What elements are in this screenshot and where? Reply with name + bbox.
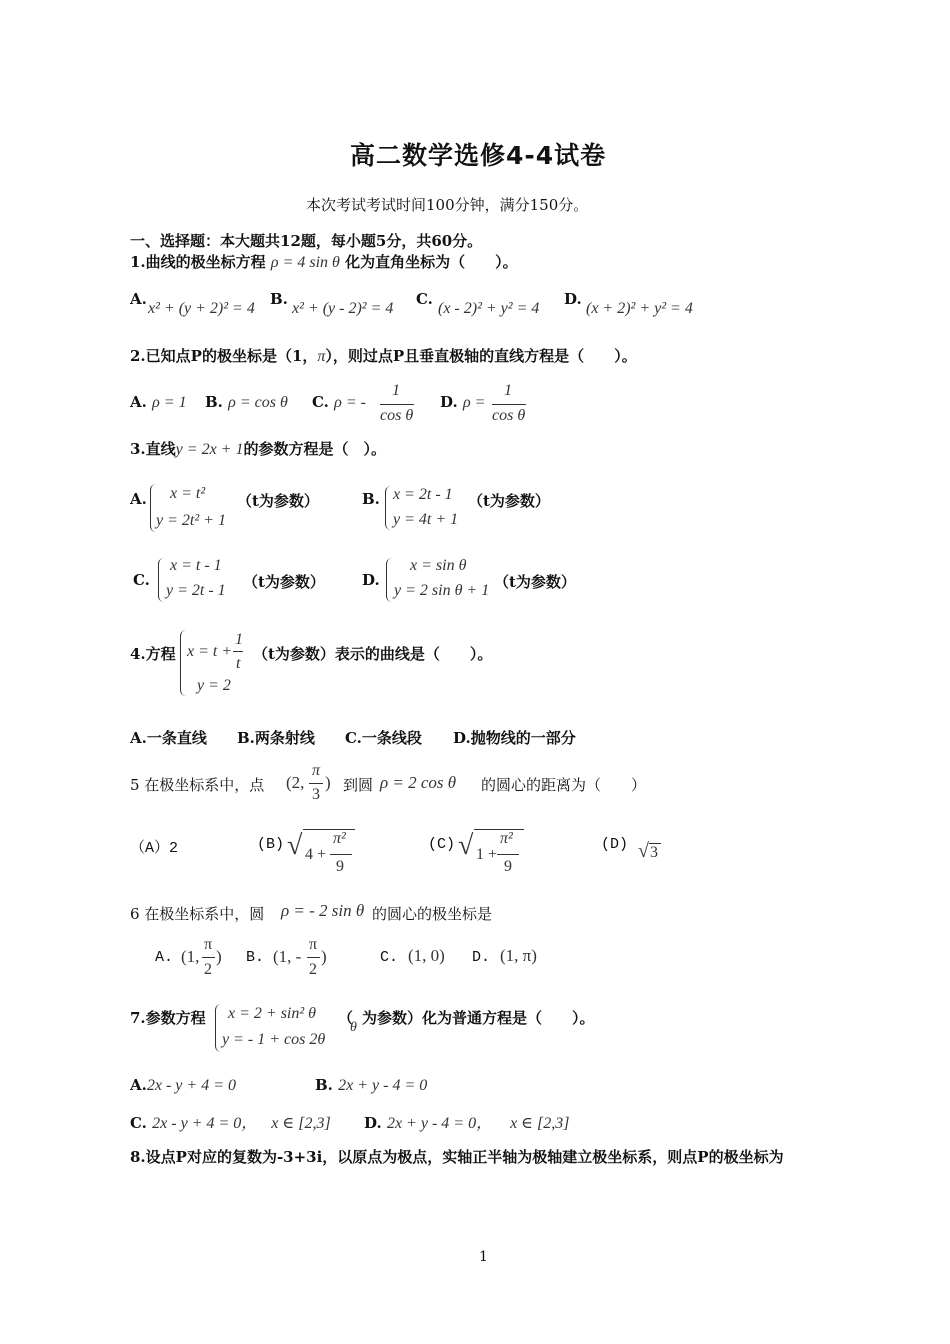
q2-option-c: C. ρ = - — [312, 393, 366, 411]
q5-option-a: （A）2 — [130, 840, 179, 857]
q5-b-fraction-bar — [330, 854, 352, 855]
q6-a-pre: (1, — [181, 947, 200, 966]
q1-formula: ρ = 4 sin θ — [270, 254, 340, 271]
q3-d-brace — [386, 558, 393, 602]
q5-c-num: π² — [500, 830, 513, 847]
q5-circle: ρ = 2 cos θ — [380, 773, 457, 792]
q6-a-fraction-bar — [202, 957, 215, 958]
q5-b-den: 9 — [336, 858, 344, 875]
q7-brace — [215, 1004, 222, 1052]
q3-option-d: D. — [362, 571, 380, 589]
q4-option-d: D.抛物线的一部分 — [453, 729, 576, 747]
q3-a-note: （t为参数） — [237, 492, 319, 510]
q4-brace — [180, 630, 187, 696]
page-title: 高二数学选修4-4试卷 — [350, 141, 607, 170]
q3-option-c: C. — [133, 571, 150, 589]
question-8: 8.设点P对应的复数为-3+3i，以原点为极点，实轴正半轴为极轴建立极坐标系，则点P的极坐标为 — [130, 1148, 784, 1166]
question-5: 5 在极坐标系中，点 — [130, 776, 265, 794]
q6-a-post: ) — [216, 947, 222, 966]
q1-option-a: A. — [130, 290, 147, 308]
q7-option-a: A.2x - y + 4 = 0 — [130, 1076, 236, 1094]
q4-line1: x = t + — [187, 643, 233, 660]
q3-a-line2: y = 2t² + 1 — [156, 512, 226, 529]
q7-option-c: C. 2x - y + 4 = 0， x ∈ [2,3] — [130, 1114, 331, 1132]
q2-option-a: A. ρ = 1 — [130, 393, 187, 411]
q2-c-fraction-bar — [380, 404, 414, 405]
q4-frac-num: 1 — [235, 631, 243, 648]
question-6: 6 在极坐标系中，圆 — [130, 905, 265, 923]
q6-option-a: A. — [155, 949, 174, 966]
q3-d-line1: x = sin θ — [410, 557, 467, 574]
q3-c-line2: y = 2t - 1 — [166, 582, 226, 599]
q5-point-num: π — [312, 762, 321, 779]
q3-option-a: A. — [130, 490, 147, 508]
question-2: 2.已知点P的极坐标是（1，π），则过点P且垂直极轴的直线方程是（ ）。 — [130, 347, 637, 365]
q5-point-pre: (2, — [286, 773, 305, 792]
q3-c-note: （t为参数） — [243, 573, 325, 591]
q5-b-sqrt-bar — [303, 829, 355, 830]
q5-fraction-bar — [309, 783, 323, 784]
q1-text: 1.曲线的极坐标方程 — [130, 253, 266, 271]
q7-line1: x = 2 + sin² θ — [228, 1005, 317, 1022]
q1-option-a-expr: x² + (y + 2)² = 4 — [148, 300, 255, 317]
q3-d-note: （t为参数） — [494, 573, 576, 591]
q4-option-b: B.两条射线 — [237, 729, 315, 747]
q5-mid: 到圆 — [343, 776, 374, 794]
q5-b-sqrt-icon: √ — [287, 830, 303, 861]
q6-option-c: C. — [380, 949, 399, 966]
q7-theta: θ — [350, 1020, 357, 1035]
q2-c-num: 1 — [392, 382, 400, 399]
q5-c-den: 9 — [504, 858, 512, 875]
q1-option-b-expr: x² + (y - 2)² = 4 — [292, 300, 394, 317]
q6-formula: ρ = - 2 sin θ — [281, 901, 365, 920]
q1-option-b: B. — [270, 290, 288, 308]
q5-option-b: (B) — [257, 836, 285, 853]
q5-b-sq-pre: 4 + — [305, 846, 327, 863]
q7-option-b: B. 2x + y - 4 = 0 — [315, 1076, 428, 1094]
q4-fraction-bar — [233, 651, 243, 652]
q6-a-num: π — [204, 936, 213, 953]
q1-post: 化为直角坐标为（ ）。 — [345, 253, 518, 271]
q5-c-sqrt-bar — [474, 829, 524, 830]
q3-b-line1: x = 2t - 1 — [393, 486, 453, 503]
q5-option-c: (C) — [428, 836, 456, 853]
q3-d-line2: y = 2 sin θ + 1 — [394, 582, 490, 599]
q7-post: 为参数）化为普通方程是（ ）。 — [362, 1009, 595, 1027]
q3-a-line1: x = t² — [170, 485, 206, 502]
question-4: 4.方程 — [130, 645, 176, 663]
q6-option-d: D. — [472, 949, 491, 966]
q5-c-sqrt-icon: √ — [458, 830, 474, 861]
q1-option-c-expr: (x - 2)² + y² = 4 — [438, 300, 540, 317]
q4-option-a: A.一条直线 — [130, 729, 207, 747]
q6-b-post: ) — [321, 947, 327, 966]
q2-option-d: D. ρ = — [440, 393, 486, 411]
question-7: 7.参数方程 — [130, 1009, 206, 1027]
q5-post: 的圆心的距离为（ ） — [481, 776, 647, 794]
q7-option-d: D. 2x + y - 4 = 0， x ∈ [2,3] — [364, 1114, 570, 1132]
q6-option-b: B. — [246, 949, 265, 966]
question-3: 3.直线y = 2x + 1的参数方程是（ ）。 — [130, 440, 386, 458]
q3-b-note: （t为参数） — [468, 492, 550, 510]
q3-b-line2: y = 4t + 1 — [393, 511, 459, 528]
q5-d-sqrt-icon: √ — [638, 840, 649, 862]
q2-c-den: cos θ — [380, 407, 414, 424]
q5-d-expr: 3 — [650, 844, 658, 861]
q6-b-fraction-bar — [307, 957, 320, 958]
q5-b-num: π² — [333, 830, 346, 847]
q6-post: 的圆心的极坐标是 — [372, 905, 493, 923]
section-heading: 一、选择题：本大题共12题，每小题5分，共60分。 — [130, 232, 483, 250]
q1-option-c: C. — [416, 290, 433, 308]
q4-frac-den: t — [236, 655, 241, 672]
exam-info: 本次考试考试时间100分钟，满分150分。 — [306, 196, 589, 214]
q2-d-fraction-bar — [492, 404, 526, 405]
q6-a-den: 2 — [204, 961, 212, 978]
q3-option-b: B. — [362, 490, 380, 508]
q7-open: （ — [338, 1009, 354, 1027]
q5-point-den: 3 — [312, 786, 320, 803]
page-number: 1 — [479, 1249, 488, 1265]
q3-b-brace — [385, 486, 392, 530]
q3-c-line1: x = t - 1 — [170, 557, 222, 574]
q5-point-post: ) — [325, 773, 331, 792]
q1-option-d-expr: (x + 2)² + y² = 4 — [586, 300, 693, 317]
q6-b-den: 2 — [309, 961, 317, 978]
q3-c-brace — [158, 558, 165, 602]
q7-line2: y = - 1 + cos 2θ — [222, 1031, 326, 1048]
q5-option-d: (D) — [601, 836, 629, 853]
q2-d-den: cos θ — [492, 407, 526, 424]
question-1 — [130, 251, 518, 272]
q6-c-expr: (1, 0) — [408, 946, 445, 965]
q1-option-d: D. — [564, 290, 582, 308]
q6-d-expr: (1, π) — [500, 946, 537, 965]
q6-b-pre: (1, - — [273, 947, 302, 966]
q4-option-c: C.一条线段 — [345, 729, 422, 747]
q4-post: （t为参数）表示的曲线是（ ）。 — [253, 645, 493, 663]
q2-d-num: 1 — [504, 382, 512, 399]
q4-line2: y = 2 — [197, 677, 231, 694]
q2-option-b: B. ρ = cos θ — [205, 393, 288, 411]
q5-c-fraction-bar — [497, 854, 519, 855]
q6-b-num: π — [309, 936, 318, 953]
q5-c-sq-pre: 1 + — [476, 846, 498, 863]
